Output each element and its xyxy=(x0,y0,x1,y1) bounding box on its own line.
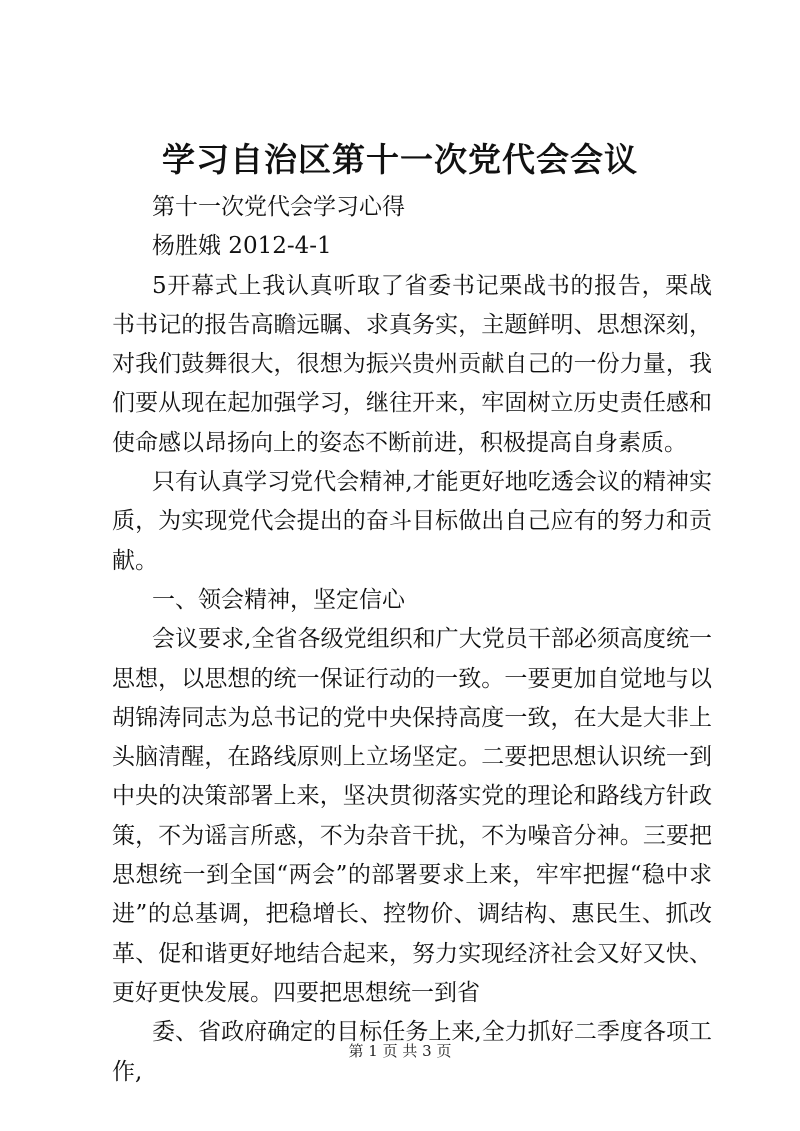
subtitle-paragraph: 第十一次党代会学习心得 xyxy=(152,194,405,220)
page-footer: 第 1 页 共 3 页 xyxy=(348,1042,452,1060)
author-date-paragraph: 杨胜娥 2012-4-1 xyxy=(152,233,332,260)
body-paragraph: 委、省政府确定的目标任务上来,全力抓好二季度各项工作, xyxy=(112,1019,712,1085)
body-paragraph: 会议要求,全省各级党组织和广大党员干部必须高度统一思想，以思想的统一保证行动的一致。一要更加自觉地与以胡锦涛同志为总书记的党中央保持高度一致，在大是大非上头脑清醒，在路线原则上立场坚定。二要把思想认识统一到中央的决策部署上来，坚决贯彻落实党的理论和路线方针政策，不为谣言所惑，不为杂音干扰，不为噪音分神。三要把思想统一到全国“两会”的部署要求上来，牢牢把握“稳中求进”的总基调，把稳增长、控物价、调结构、惠民生、抓改革、促和谐更好地结合起来，努力实现经济社会又好又快、更好更快发展。四要把思想统一到省 xyxy=(112,626,712,1006)
body-paragraph: 只有认真学习党代会精神,才能更好地吃透会议的精神实质，为实现党代会提出的奋斗目标做出自己应有的努力和贡献。 xyxy=(112,469,712,574)
body-paragraph: 5开幕式上我认真听取了省委书记栗战书的报告，栗战书书记的报告高瞻远瞩、求真务实，主题鲜明、思想深刻，对我们鼓舞很大，很想为振兴贵州贡献自己的一份力量，我们要从现在起加强学习，继往开来，牢固树立历史责任感和使命感以昂扬向上的姿态不断前进，积极提高自身素质。 xyxy=(112,272,712,456)
document-body xyxy=(112,188,712,1092)
section-heading: 一、领会精神，坚定信心 xyxy=(152,586,405,613)
document-title: 学习自治区第十一次党代会会议 xyxy=(162,140,638,179)
